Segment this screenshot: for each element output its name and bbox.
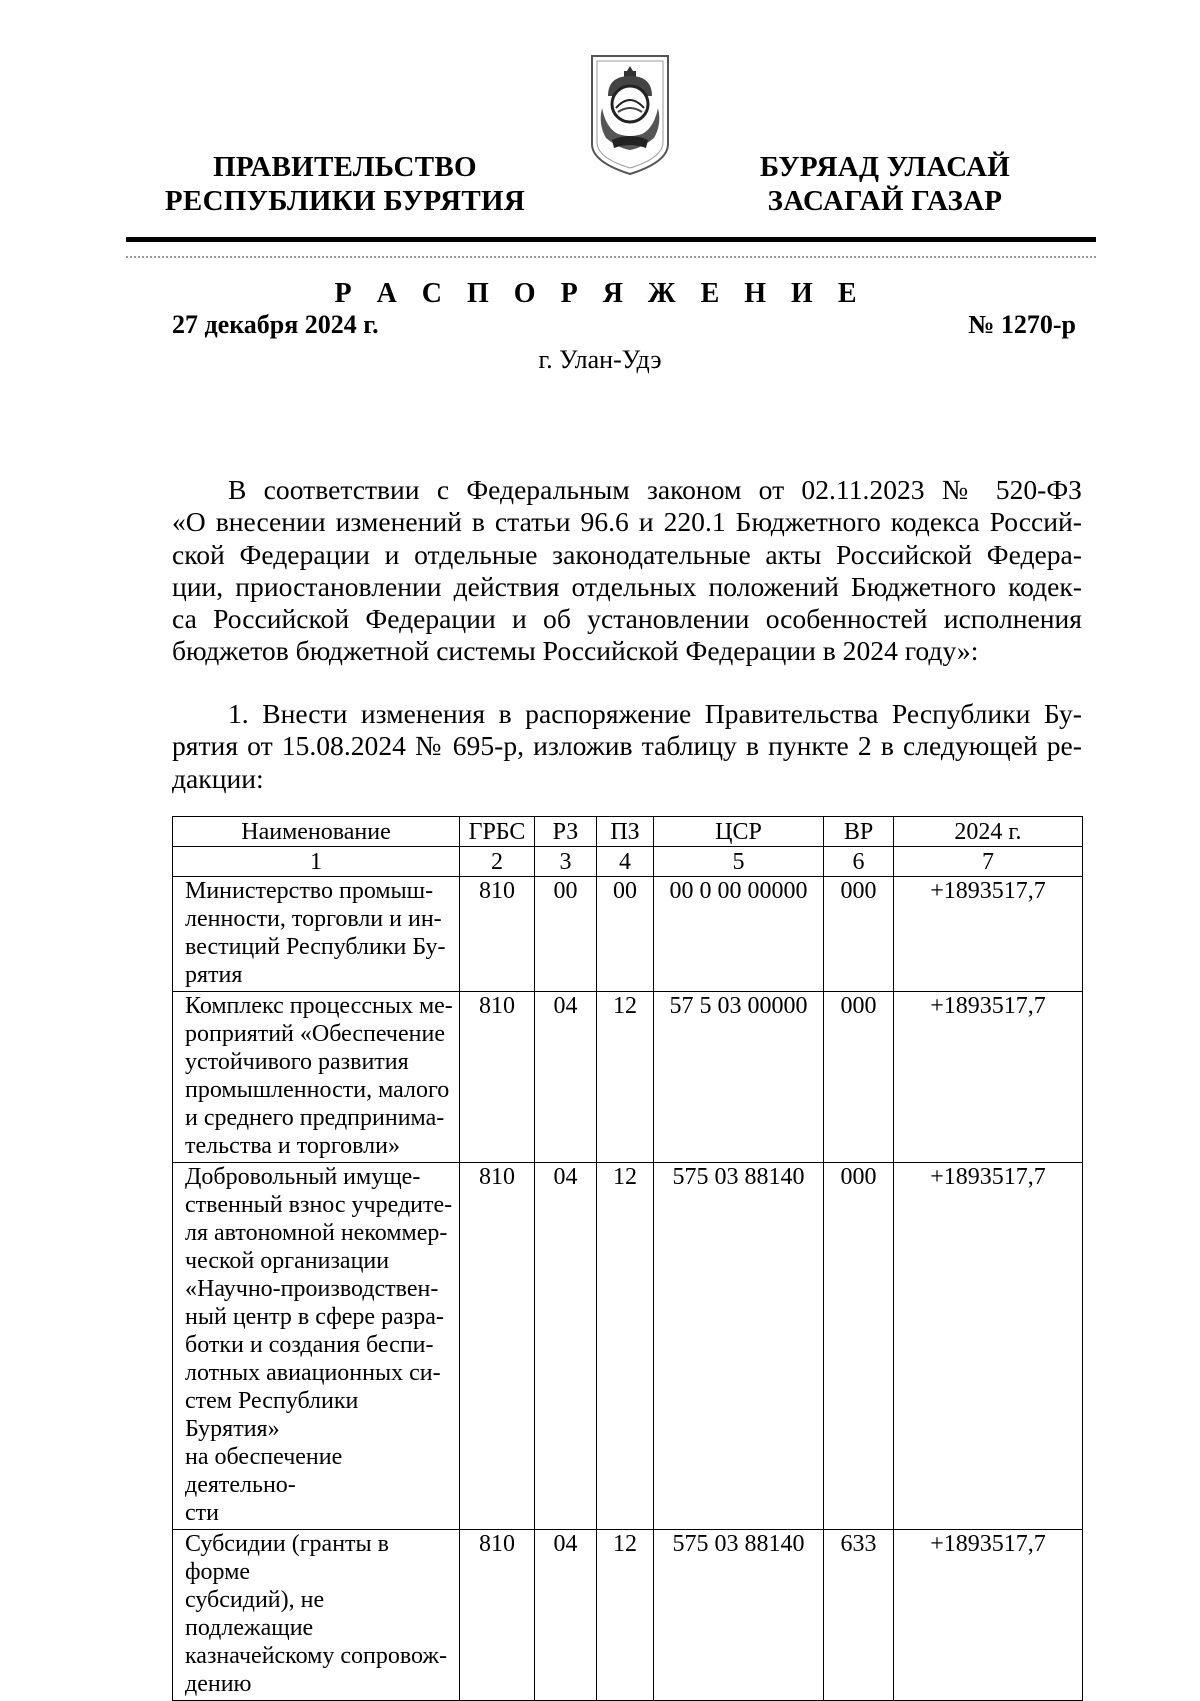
csr-cell: 575 03 88140 xyxy=(654,1163,824,1530)
pz-cell: 12 xyxy=(597,992,654,1163)
amount-cell: +1893517,7 xyxy=(894,992,1083,1163)
table-row xyxy=(173,1530,1083,1701)
document-type: Р А С П О Р Я Ж Е Н И Е xyxy=(334,278,866,309)
vr-cell: 000 xyxy=(824,1163,894,1530)
text-line: «О внесении изменений в статьи 96.6 и 220.1 Бюджетного кодекса Россий- xyxy=(172,506,1082,538)
grbs-cell: 810 xyxy=(460,1530,535,1701)
rz-cell: 04 xyxy=(535,1530,597,1701)
column-number: 6 xyxy=(824,847,894,877)
government-name-line: ПРАВИТЕЛЬСТВО xyxy=(213,151,477,183)
column-number: 5 xyxy=(654,847,824,877)
document-date: 27 декабря 2024 г. xyxy=(172,310,379,339)
text-line: бюджетов бюджетной системы Российской Федерации в 2024 году»: xyxy=(172,635,979,667)
column-number: 7 xyxy=(894,847,1083,877)
table-row xyxy=(173,992,1083,1163)
government-name-line: БУРЯАД УЛАСАЙ xyxy=(759,151,1011,183)
column-number: 3 xyxy=(535,847,597,877)
rz-cell: 04 xyxy=(535,992,597,1163)
table-header-row xyxy=(173,817,1083,847)
column-header: ЦСР xyxy=(654,817,824,847)
column-number: 2 xyxy=(460,847,535,877)
header-divider xyxy=(126,237,1096,242)
government-name-line: РЕСПУБЛИКИ БУРЯТИЯ xyxy=(164,185,526,217)
text-line: дакции: xyxy=(172,762,264,794)
vr-cell: 000 xyxy=(824,877,894,992)
column-header: РЗ xyxy=(535,817,597,847)
column-number: 1 xyxy=(173,847,460,877)
text-line: ции, приостановлении действия отдельных положений Бюджетного кодек- xyxy=(172,570,1082,602)
vr-cell: 633 xyxy=(824,1530,894,1701)
column-header: ВР xyxy=(824,817,894,847)
row-name: Добровольный имуще- ственный взнос учредите- ля автономной некоммер- ческой организации «Научно-производствен- ный центр в сфере разра- ботки и создания беспи- лотных авиационных си- стем Республики Бурятия» на обеспечение деятельно- сти xyxy=(173,1163,460,1530)
amount-cell: +1893517,7 xyxy=(894,877,1083,992)
amount-cell: +1893517,7 xyxy=(894,1163,1083,1530)
text-line: рятия от 15.08.2024 № 695-р, изложив таблицу в пункте 2 в следующей ре- xyxy=(172,730,1082,762)
table-row xyxy=(173,1163,1083,1530)
text-line: ской Федерации и отдельные законодательные акты Российской Федера- xyxy=(172,538,1082,570)
government-name-russian xyxy=(155,150,535,218)
pz-cell: 12 xyxy=(597,1163,654,1530)
column-header: ПЗ xyxy=(597,817,654,847)
text-line: са Российской Федерации и об установлении особенностей исполнения xyxy=(172,603,1082,635)
grbs-cell: 810 xyxy=(460,1163,535,1530)
rz-cell: 00 xyxy=(535,877,597,992)
column-header: 2024 г. xyxy=(894,817,1083,847)
pz-cell: 12 xyxy=(597,1530,654,1701)
column-number: 4 xyxy=(597,847,654,877)
table-column-number-row xyxy=(173,847,1083,877)
csr-cell: 00 0 00 00000 xyxy=(654,877,824,992)
amount-cell: +1893517,7 xyxy=(894,1530,1083,1701)
document-number: № 1270-р xyxy=(968,310,1076,339)
document-city: г. Улан-Удэ xyxy=(538,345,662,374)
government-name-line: ЗАСАГАЙ ГАЗАР xyxy=(767,185,1003,217)
preamble-paragraph xyxy=(172,474,1082,668)
government-name-buryat xyxy=(735,150,1035,218)
grbs-cell: 810 xyxy=(460,877,535,992)
vr-cell: 000 xyxy=(824,992,894,1163)
grbs-cell: 810 xyxy=(460,992,535,1163)
row-name: Субсидии (гранты в форме субсидий), не подлежащие казначейскому сопровож- дению xyxy=(173,1530,460,1701)
column-header: Наименование xyxy=(173,817,460,847)
text-line: 1. Внести изменения в распоряжение Правительства Республики Бу- xyxy=(228,698,1082,729)
csr-cell: 575 03 88140 xyxy=(654,1530,824,1701)
budget-table xyxy=(172,816,1083,1701)
rz-cell: 04 xyxy=(535,1163,597,1530)
column-header: ГРБС xyxy=(460,817,535,847)
text-line: В соответствии с Федеральным законом от 02.11.2023 № 520-ФЗ xyxy=(228,474,1082,505)
row-name: Министерство промыш- ленности, торговли и ин- вестиций Республики Бу- рятия xyxy=(173,877,460,992)
clause-1-paragraph xyxy=(172,698,1082,795)
pz-cell: 00 xyxy=(597,877,654,992)
coat-of-arms-icon xyxy=(588,52,672,178)
csr-cell: 57 5 03 00000 xyxy=(654,992,824,1163)
table-row xyxy=(173,877,1083,992)
header-divider-dotted xyxy=(126,256,1096,258)
row-name: Комплекс процессных ме- роприятий «Обеспечение устойчивого развития промышленности, малого и среднего предпринима- тельства и торговли» xyxy=(173,992,460,1163)
